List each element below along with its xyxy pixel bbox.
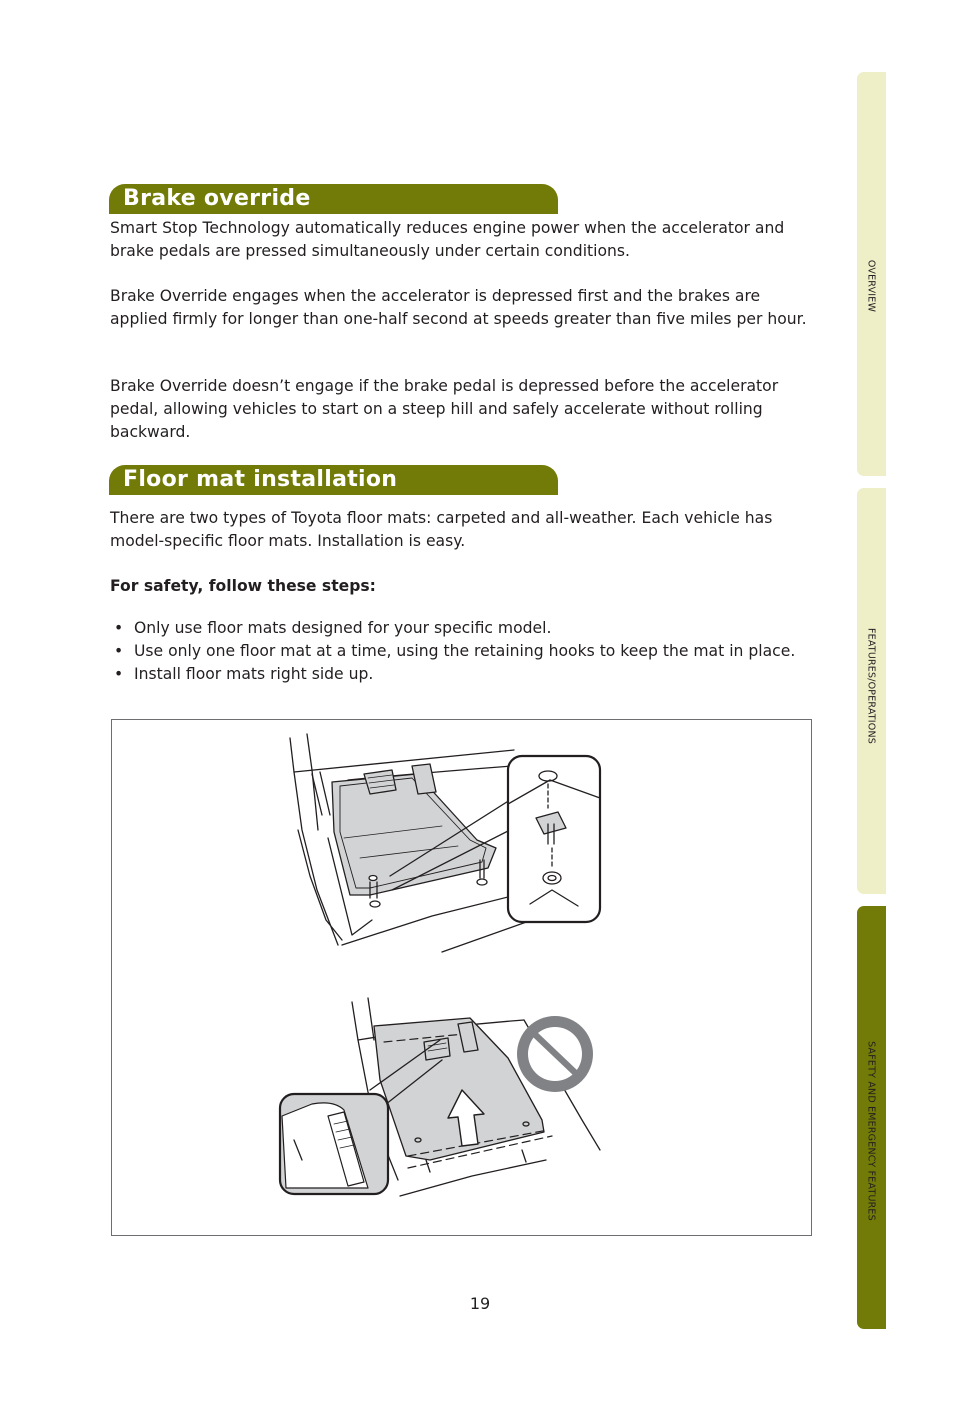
floor-mat-correct <box>332 774 496 895</box>
brake-override-title: Brake override <box>123 186 311 211</box>
prohibition-symbol-icon <box>517 1016 593 1092</box>
floor-mat-wrong-upside-down <box>374 1018 544 1160</box>
tab-safety-emergency[interactable] <box>857 906 886 1329</box>
list-item: • Install floor mats right side up. <box>112 663 812 686</box>
floor-mat-steps-heading: For safety, follow these steps: <box>110 577 376 595</box>
page-number: 19 <box>469 1294 491 1313</box>
floor-mat-illustration-svg <box>112 720 811 1235</box>
floor-mat-header <box>109 465 558 495</box>
tab-overview-label: OVERVIEW <box>865 259 877 313</box>
floor-mat-illustration <box>111 719 812 1236</box>
brake-override-header <box>109 184 558 214</box>
floor-mat-title: Floor mat installation <box>123 467 398 492</box>
tab-overview[interactable] <box>857 72 886 476</box>
tab-features-label: FEATURES/OPERATIONS <box>865 627 877 745</box>
tab-safety-label: SAFETY AND EMERGENCY FEATURES <box>865 1041 877 1221</box>
list-item: • Only use floor mats designed for your specific model. <box>112 617 812 640</box>
brake-override-paragraph-1: Smart Stop Technology automatically reduces engine power when the accelerator and brake pedals are pressed simultaneously under certain conditions. <box>110 219 785 260</box>
tab-features-operations[interactable] <box>857 488 886 894</box>
brake-pedal <box>364 770 396 794</box>
floor-mat-intro: There are two types of Toyota floor mats: carpeted and all-weather. Each vehicle has model-specific floor mats. Installation is easy. <box>110 509 773 550</box>
list-item: • Use only one floor mat at a time, using the retaining hooks to keep the mat in place. <box>112 640 812 663</box>
floor-mat-steps-list <box>112 617 812 686</box>
brake-override-paragraph-2: Brake Override engages when the accelerator is depressed first and the brakes are applied firmly for longer than one-half second at speeds greater than five miles per hour. <box>110 287 807 328</box>
side-tabs <box>857 72 886 1329</box>
brake-override-paragraph-3: Brake Override doesn’t engage if the brake pedal is depressed before the accelerator pedal, allowing vehicles to start on a steep hill and safely accelerate without rolling backward. <box>110 377 779 441</box>
